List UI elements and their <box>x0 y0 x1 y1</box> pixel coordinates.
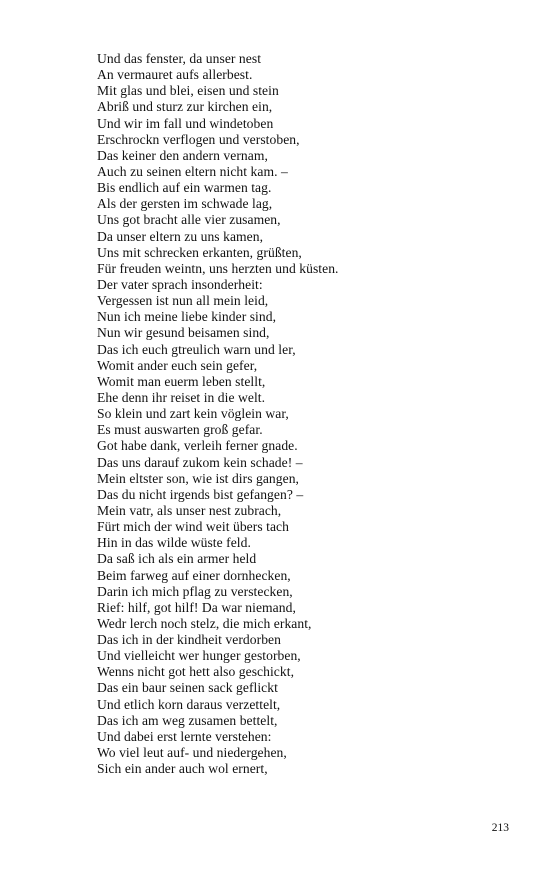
poem-line: Sich ein ander auch wol ernert, <box>97 761 268 777</box>
poem-line: Nun wir gesund beisamen sind, <box>97 325 270 341</box>
poem-line: Mein eltster son, wie ist dirs gangen, <box>97 470 299 486</box>
poem-line: Nun ich meine liebe kinder sind, <box>97 309 277 325</box>
poem-line: Darin ich mich pflag zu verstecken, <box>97 583 293 599</box>
poem-line: Wenns nicht got hett also geschickt, <box>97 664 295 680</box>
poem-line: Erschrockn verflogen und verstoben, <box>97 131 300 147</box>
poem-line: Auch zu seinen eltern nicht kam. – <box>97 163 288 179</box>
poem-line: Und dabei erst lernte verstehen: <box>97 728 272 744</box>
poem-line: Das keiner den andern vernam, <box>97 147 268 163</box>
poem-line: Got habe dank, verleih ferner gnade. <box>97 438 298 454</box>
poem-line: Vergessen ist nun all mein leid, <box>97 293 269 309</box>
poem-line: Beim farweg auf einer dornhecken, <box>97 567 291 583</box>
poem-line: Das ich euch gtreulich warn und ler, <box>97 341 296 357</box>
poem-line: Da saß ich als ein armer held <box>97 551 257 567</box>
poem-line: Es must auswarten groß gefar. <box>97 422 263 438</box>
poem-line: Als der gersten im schwade lag, <box>97 196 273 212</box>
poem-line: Das ich am weg zusamen bettelt, <box>97 712 278 728</box>
page-number: 213 <box>491 822 509 834</box>
poem-line: Das du nicht irgends bist gefangen? – <box>97 486 304 502</box>
poem-line: Mein vatr, als unser nest zubrach, <box>97 502 282 518</box>
poem-line: Das uns darauf zukom kein schade! – <box>97 454 303 470</box>
poem-line: So klein und zart kein vöglein war, <box>97 406 289 422</box>
poem-line: Ehe denn ihr reiset in die welt. <box>97 389 266 405</box>
poem-line: Und etlich korn daraus verzettelt, <box>97 696 281 712</box>
poem-line: Fürt mich der wind weit übers tach <box>97 519 289 535</box>
poem-line: Da unser eltern zu uns kamen, <box>97 228 264 244</box>
poem-line: Der vater sprach insonderheit: <box>97 276 263 292</box>
poem-line: Wedr lerch noch stelz, die mich erkant, <box>97 615 312 631</box>
poem-line: Uns mit schrecken erkanten, grüßten, <box>97 244 302 260</box>
poem-line: Bis endlich auf ein warmen tag. <box>97 180 272 196</box>
poem-line: Wo viel leut auf- und niedergehen, <box>97 745 287 761</box>
poem-line: An vermauret aufs allerbest. <box>97 67 253 83</box>
poem-line: Und wir im fall und windetoben <box>97 115 274 131</box>
poem-line: Womit man euerm leben stellt, <box>97 373 266 389</box>
poem-line: Und das fenster, da unser nest <box>97 51 262 66</box>
poem-line: Das ein baur seinen sack geflickt <box>97 680 278 696</box>
poem-line: Rief: hilf, got hilf! Da war niemand, <box>97 599 296 615</box>
poem-line: Hin in das wilde wüste feld. <box>97 535 251 551</box>
poem-line: Mit glas und blei, eisen und stein <box>97 83 279 99</box>
poem-line: Für freuden weintn, uns herzten und küsten. <box>97 260 339 276</box>
poem-line: Abriß und sturz zur kirchen ein, <box>97 99 273 115</box>
poem-line: Und vielleicht wer hunger gestorben, <box>97 648 301 664</box>
poem-line: Das ich in der kindheit verdorben <box>97 632 281 648</box>
poem-line: Womit ander euch sein gefer, <box>97 357 258 373</box>
poem-line: Uns got bracht alle vier zusamen, <box>97 212 281 228</box>
poem-text <box>97 51 517 777</box>
